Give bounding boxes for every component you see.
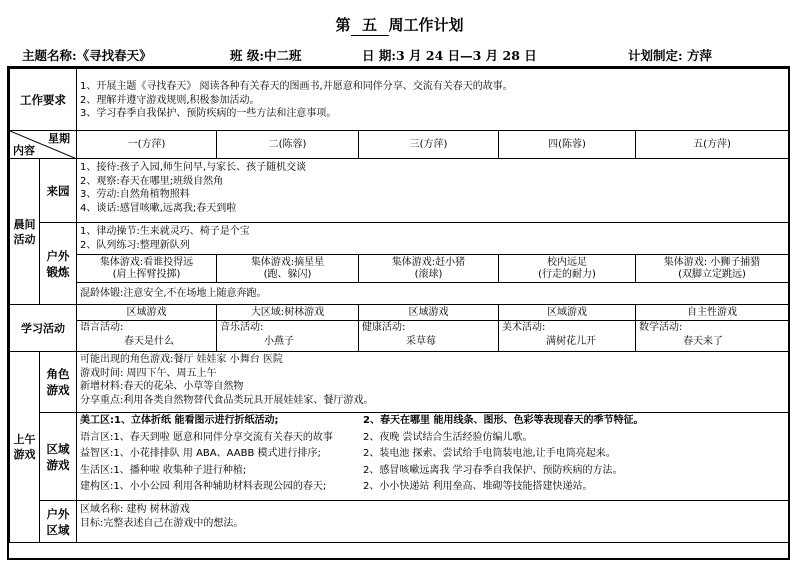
area-row: 建构区:1、小小公园 利用各种辅助材料表现公园的春天; 2、小小快递站 利用垒高、堆砌等技能搭建快递站。	[80, 481, 593, 492]
date-range: 日 期:3 月 24 日—3 月 28 日	[362, 48, 537, 63]
outdoor-row	[10, 223, 789, 255]
requirements-content	[77, 69, 789, 131]
area-cell: 大区域:树林游戏	[217, 305, 359, 321]
day-header: 三(方萍)	[359, 131, 499, 159]
arrival-content	[77, 159, 789, 223]
area-cell: 区域游戏	[499, 305, 636, 321]
arrival-item: 3、劳动:自然角植物照料	[80, 189, 190, 200]
header-corner	[10, 131, 77, 159]
outdoor-area-row	[10, 501, 789, 543]
activity-cell: 数学活动: 春天来了	[636, 321, 789, 352]
planner: 计划制定: 方萍	[628, 48, 712, 63]
content-label: 内容	[13, 143, 35, 157]
requirement-item: 3、学习春季自我保护、预防疾病的一些方法和注意事项。	[80, 108, 337, 120]
activity-cell: 美术活动: 满树花儿开	[499, 321, 636, 352]
area-game-content	[77, 413, 789, 501]
day-header: 五(方萍)	[636, 131, 789, 159]
week-label: 星期	[48, 132, 70, 145]
role-game-row	[10, 352, 789, 413]
game-cell: 集体游戏: 小狮子捕猎 (双脚立定跳远)	[636, 255, 789, 283]
role-item: 游戏时间: 周四下午、周五上午	[80, 367, 217, 379]
requirement-item: 1、开展主题《寻找春天》 阅读各种有关春天的图画书,并愿意和同伴分享、交流有关春天的故事。	[80, 81, 513, 93]
area-cell: 区域游戏	[359, 305, 499, 321]
game-cell: 集体游戏:看谁投得远 (肩上挥臂投掷)	[77, 255, 217, 283]
requirement-item: 2、理解并遵守游戏规则,积极参加活动。	[80, 94, 260, 106]
outdoor-area-item: 目标:完整表述自己在游戏中的想法。	[80, 517, 244, 529]
game-cell: 集体游戏:摘星星 (跑、躲闪)	[217, 255, 359, 283]
arrival-item: 1、接待:孩子入园,师生问早,与家长、孩子随机交谈	[80, 162, 307, 173]
area-game-row	[10, 413, 789, 501]
outdoor-note: 混龄体锻:注意安全,不在场地上随意奔跑。	[77, 283, 789, 305]
area-cell: 自主性游戏	[636, 305, 789, 321]
plan-table	[9, 68, 789, 543]
learning-label: 学习活动	[10, 305, 77, 352]
area-row: 语言区:1、春天到啦 愿意和同伴分享交流有关春天的故事 2、夜晚 尝试结合生活经验仿编儿歌。	[80, 431, 533, 443]
game-cell: 校内远足 (行走的耐力)	[499, 255, 636, 283]
arrival-label: 来园	[40, 159, 77, 223]
header-row	[10, 131, 789, 159]
role-game-content	[77, 352, 789, 413]
outdoor-games-row	[10, 255, 789, 283]
arrival-item: 2、观察:春天在哪里;班级自然角	[80, 175, 224, 187]
requirements-row	[10, 69, 789, 131]
page-title: 第 五 周工作计划	[335, 16, 464, 34]
outdoor-area-item: 区域名称: 建构 树林游戏	[80, 504, 190, 515]
role-item: 新增材料:春天的花朵、小草等自然物	[80, 381, 244, 392]
requirements-label: 工作要求	[10, 69, 77, 131]
class-name: 班 级:中二班	[230, 48, 302, 63]
area-row: 生活区:1、播种啦 收集种子进行种植; 2、感冒咳嗽远离我 学习春季自我保护、预防疾病的方法。	[80, 464, 623, 476]
arrival-item: 4、谈话:感冒咳嗽,远离我;春天到啦	[80, 202, 237, 214]
morning-label: 晨间活动	[10, 159, 40, 305]
role-item: 分享重点:利用各类自然物替代食品类玩具开展娃娃家、餐厅游戏。	[80, 394, 374, 406]
week-number: 五	[351, 14, 389, 36]
role-game-label: 角色游戏	[40, 352, 77, 413]
outdoor-area-label: 户外区域	[40, 501, 77, 543]
role-item: 可能出现的角色游戏:餐厅 娃娃家 小舞台 医院	[80, 354, 283, 365]
outdoor-item: 2、队列练习:整理新队列	[80, 239, 190, 251]
learning-areas-row	[10, 305, 789, 321]
activity-cell: 音乐活动: 小燕子	[217, 321, 359, 352]
outdoor-content	[77, 223, 789, 255]
forenoon-label: 上午游戏	[10, 352, 40, 543]
learning-activities-row	[10, 321, 789, 352]
activity-cell: 语言活动: 春天是什么	[77, 321, 217, 352]
outdoor-area-content	[77, 501, 789, 543]
activity-cell: 健康活动: 采草莓	[359, 321, 499, 352]
area-cell: 区域游戏	[77, 305, 217, 321]
day-header: 二(陈蓉)	[217, 131, 359, 159]
outdoor-item: 1、律动操节:生来就灵巧、椅子是个宝	[80, 226, 250, 237]
day-header: 一(方萍)	[77, 131, 217, 159]
outdoor-note-row	[10, 283, 789, 305]
theme-name: 主题名称:《寻找春天》	[22, 48, 152, 63]
game-cell: 集体游戏:赶小猪 (滚球)	[359, 255, 499, 283]
outdoor-label: 户外锻炼	[40, 223, 77, 305]
arrival-row	[10, 159, 789, 223]
area-row: 益智区:1、小花排排队 用 ABA、AABB 模式进行排序; 2、装电池 探索、尝试给手电筒装电池,让手电筒亮起来。	[80, 448, 616, 459]
area-row: 美工区:1、立体折纸 能看图示进行折纸活动; 2、春天在哪里 能用线条、图形、色彩等表现春天的季节特征。	[80, 415, 644, 426]
area-game-label: 区域游戏	[40, 413, 77, 501]
day-header: 四(陈蓉)	[499, 131, 636, 159]
